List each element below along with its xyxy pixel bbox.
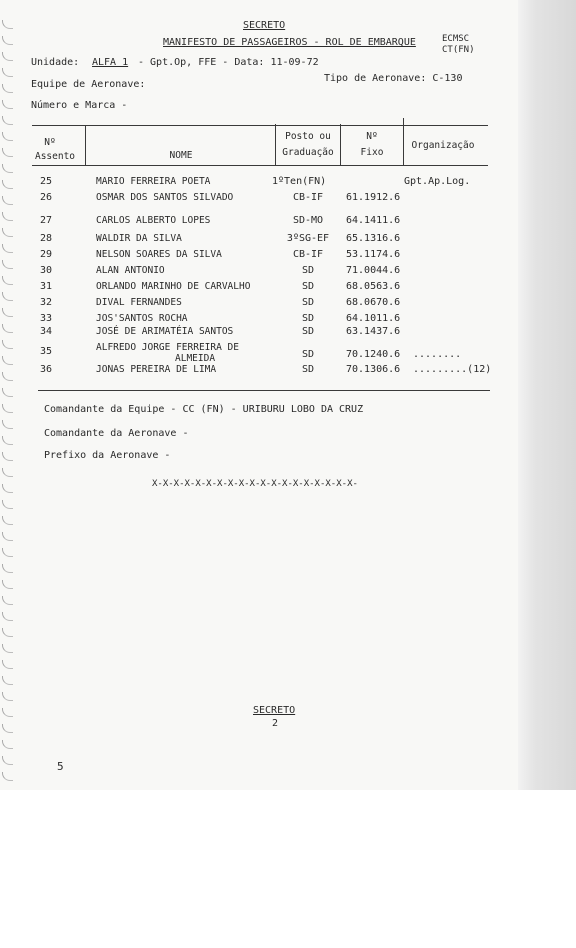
binder-hole [2,692,13,701]
classification-footer: SECRETO [253,705,296,716]
binder-hole [2,740,13,749]
table-row [0,192,576,206]
comandante-equipe: Comandante da Equipe - CC (FN) - URIBURU LOBO DA CRUZ [44,404,364,415]
name-cell: WALDIR DA SILVA [96,233,182,244]
fixo-cell: 63.1437.6 [346,326,401,337]
binder-hole [2,404,13,413]
table-row [0,233,576,247]
binder-hole [2,164,13,173]
name-cell: NELSON SOARES DA SILVA [96,249,222,260]
table-top-rule [32,125,488,126]
org-cell: Gpt.Ap.Log. [404,176,471,187]
col-header-fixo-no: Nº [366,131,378,142]
document-title: MANIFESTO DE PASSAGEIROS - ROL DE EMBARQUE [163,37,416,48]
seat-cell: 36 [40,364,53,375]
binder-hole [2,708,13,717]
table-row [0,326,576,340]
binder-hole [2,36,13,45]
unidade-details: - Gpt.Op, FFE - Data: 11-09-72 [138,57,319,68]
table-row [0,364,576,378]
fixo-cell: 68.0563.6 [346,281,401,292]
seat-cell: 29 [40,249,53,260]
binder-hole [2,724,13,733]
col-header-seat-no: Nº [44,137,56,148]
rank-cell: SD [301,313,315,324]
fixo-cell: 65.1316.6 [346,233,401,244]
table-row [0,281,576,295]
table-row [0,176,576,190]
classification-header: SECRETO [243,20,286,31]
table-row [0,215,576,229]
col-header-fixo: Fixo [360,147,384,158]
seat-cell: 26 [40,192,53,203]
binder-hole [2,436,13,445]
name-cell: JOS'SANTOS ROCHA [96,313,188,324]
fixo-cell: 53.1174.6 [346,249,401,260]
table-row [0,297,576,311]
rank-cell: SD [301,364,315,375]
col-header-org: Organização [411,140,475,151]
rank-cell: SD [301,349,315,360]
rank-cell: SD [301,281,315,292]
name-cell-continuation: ALMEIDA [175,353,216,364]
binder-hole [2,516,13,525]
rank-cell: CB-IF [292,249,324,260]
seat-cell: 31 [40,281,53,292]
numero-marca-label: Número e Marca - [31,100,128,111]
fixo-cell: 68.0670.6 [346,297,401,308]
binder-hole [2,52,13,61]
binder-hole [2,116,13,125]
binder-hole [2,452,13,461]
col-header-name: NOME [169,150,193,161]
comandante-aeronave: Comandante da Aeronave - [44,428,189,439]
org-cell: ........ [413,349,462,360]
fixo-cell: 71.0044.6 [346,265,401,276]
binder-hole [2,628,13,637]
binder-hole [2,756,13,765]
binder-hole [2,548,13,557]
tipo-aeronave: Tipo de Aeronave: C-130 [324,73,463,84]
name-cell: ALAN ANTONIO [96,265,165,276]
binder-hole [2,596,13,605]
binder-hole [2,20,13,29]
seat-cell: 27 [40,215,53,226]
fixo-cell: 61.1912.6 [346,192,401,203]
stamp-annotation: ECMSC CT(FN) [442,34,475,55]
binder-hole [2,388,13,397]
binder-hole [2,68,13,77]
table-row [0,313,576,327]
equipe-label: Equipe de Aeronave: [31,79,146,90]
name-cell: ORLANDO MARINHO DE CARVALHO [96,281,251,292]
table-bottom-rule [38,390,490,391]
binder-hole [2,420,13,429]
fixo-cell: 64.1411.6 [346,215,401,226]
binder-hole [2,500,13,509]
separator-line: X-X-X-X-X-X-X-X-X-X-X-X-X-X-X-X-X-X-X- [152,479,358,489]
name-cell: JOSÉ DE ARIMATÉIA SANTOS [96,326,234,337]
table-header-rule [32,165,488,166]
fixo-cell: 70.1306.6 [346,364,401,375]
seat-cell: 32 [40,297,53,308]
binder-hole [2,148,13,157]
binder-hole [2,772,13,781]
rank-cell: SD-MO [292,215,324,226]
fixo-cell: 64.1011.6 [346,313,401,324]
seat-cell: 34 [40,326,53,337]
rank-cell: SD [301,326,315,337]
binder-hole [2,132,13,141]
name-cell: OSMAR DOS SANTOS SILVADO [96,192,234,203]
fixo-cell: 70.1240.6 [346,349,401,360]
rank-cell: 3ºSG-EF [286,233,330,244]
binder-hole [2,676,13,685]
binder-holes [2,20,16,790]
name-cell: ALFREDO JORGE FERREIRA DE [96,342,239,353]
seat-cell: 30 [40,265,53,276]
binder-hole [2,644,13,653]
page-edge [518,0,576,790]
name-cell: CARLOS ALBERTO LOPES [96,215,211,226]
col-header-rank-2: Graduação [282,147,334,158]
org-cell: .........(12) [413,364,492,375]
seat-cell: 35 [40,346,53,357]
rank-cell: 1ºTen(FN) [272,176,327,187]
binder-hole [2,84,13,93]
table-row [0,342,576,364]
binder-hole [2,612,13,621]
name-cell: MARIO FERREIRA POETA [96,176,211,187]
rank-cell: CB-IF [292,192,324,203]
margin-note: 5 [57,760,64,773]
binder-hole [2,484,13,493]
rank-cell: SD [301,265,315,276]
name-cell: JONAS PEREIRA DE LIMA [96,364,217,375]
col-header-seat: Assento [34,151,76,162]
name-cell: DIVAL FERNANDES [96,297,182,308]
binder-hole [2,100,13,109]
col-header-rank-1: Posto ou [285,131,331,142]
binder-hole [2,564,13,573]
table-row [0,249,576,263]
binder-hole [2,580,13,589]
page-number: 2 [272,718,279,729]
seat-cell: 33 [40,313,53,324]
binder-hole [2,660,13,669]
binder-hole [2,468,13,477]
seat-cell: 25 [40,176,53,187]
rank-cell: SD [301,297,315,308]
unidade-value: ALFA 1 [92,57,129,68]
prefixo-aeronave: Prefixo da Aeronave - [44,450,171,461]
binder-hole [2,532,13,541]
unidade-label: Unidade: [31,57,80,68]
seat-cell: 28 [40,233,53,244]
table-row [0,265,576,279]
